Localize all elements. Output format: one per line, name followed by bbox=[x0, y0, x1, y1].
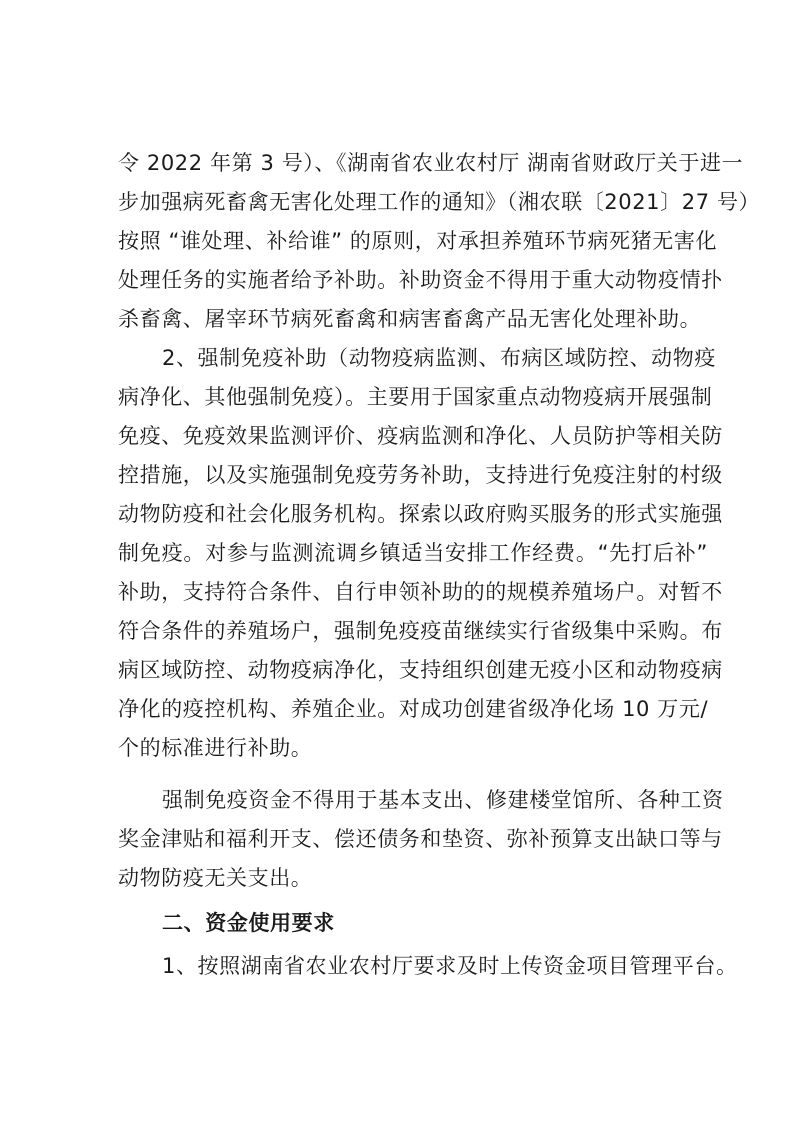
paragraph-start-line: 1、按照湖南省农业农村厅要求及时上传资金项目管理平台。 bbox=[162, 954, 738, 978]
text-line: 控措施，以及实施强制免疫劳务补助，支持进行免疫注射的村级 bbox=[118, 463, 723, 487]
text-line: 处理任务的实施者给予补助。补助资金不得用于重大动物疫情扑 bbox=[118, 268, 723, 292]
text-line: 补助，支持符合条件、自行申领补助的的规模养殖场户。对暂不 bbox=[118, 580, 723, 604]
text-line: 病净化、其他强制免疫）。主要用于国家重点动物疫病开展强制 bbox=[118, 385, 713, 409]
text-line: 奖金津贴和福利开支、偿还债务和垫资、弥补预算支出缺口等与 bbox=[118, 827, 723, 851]
text-line: 个的标准进行补助。 bbox=[118, 736, 313, 760]
text-line: 动物防疫和社会化服务机构。探索以政府购买服务的形式实施强 bbox=[118, 502, 723, 526]
text-line: 动物防疫无关支出。 bbox=[118, 866, 313, 890]
paragraph-start-line: 2、强制免疫补助（动物疫病监测、布病区域防控、动物疫 bbox=[162, 346, 716, 370]
text-line: 制免疫。对参与监测流调乡镇适当安排工作经费。“先打后补” bbox=[118, 541, 708, 565]
text-line: 令 2022 年第 3 号）、《湖南省农业农村厅 湖南省财政厅关于进一 bbox=[118, 151, 744, 175]
text-line: 免疫、免疫效果监测评价、疫病监测和净化、人员防护等相关防 bbox=[118, 424, 723, 448]
text-line: 杀畜禽、屠宰环节病死畜禽和病害畜禽产品无害化处理补助。 bbox=[118, 307, 702, 331]
section-heading: 二、资金使用要求 bbox=[162, 911, 335, 935]
text-line: 按照 “谁处理、补给谁” 的原则，对承担养殖环节病死猪无害化 bbox=[118, 229, 718, 253]
text-line: 病区域防控、动物疫病净化，支持组织创建无疫小区和动物疫病 bbox=[118, 658, 723, 682]
text-line: 步加强病死畜禽无害化处理工作的通知》（湘农联〔2021〕27 号） bbox=[118, 190, 761, 214]
text-line: 净化的疫控机构、养殖企业。对成功创建省级净化场 10 万元/ bbox=[118, 697, 709, 721]
text-line: 符合条件的养殖场户，强制免疫疫苗继续实行省级集中采购。布 bbox=[118, 619, 723, 643]
paragraph-start-line: 强制免疫资金不得用于基本支出、修建楼堂馆所、各种工资 bbox=[162, 788, 724, 812]
